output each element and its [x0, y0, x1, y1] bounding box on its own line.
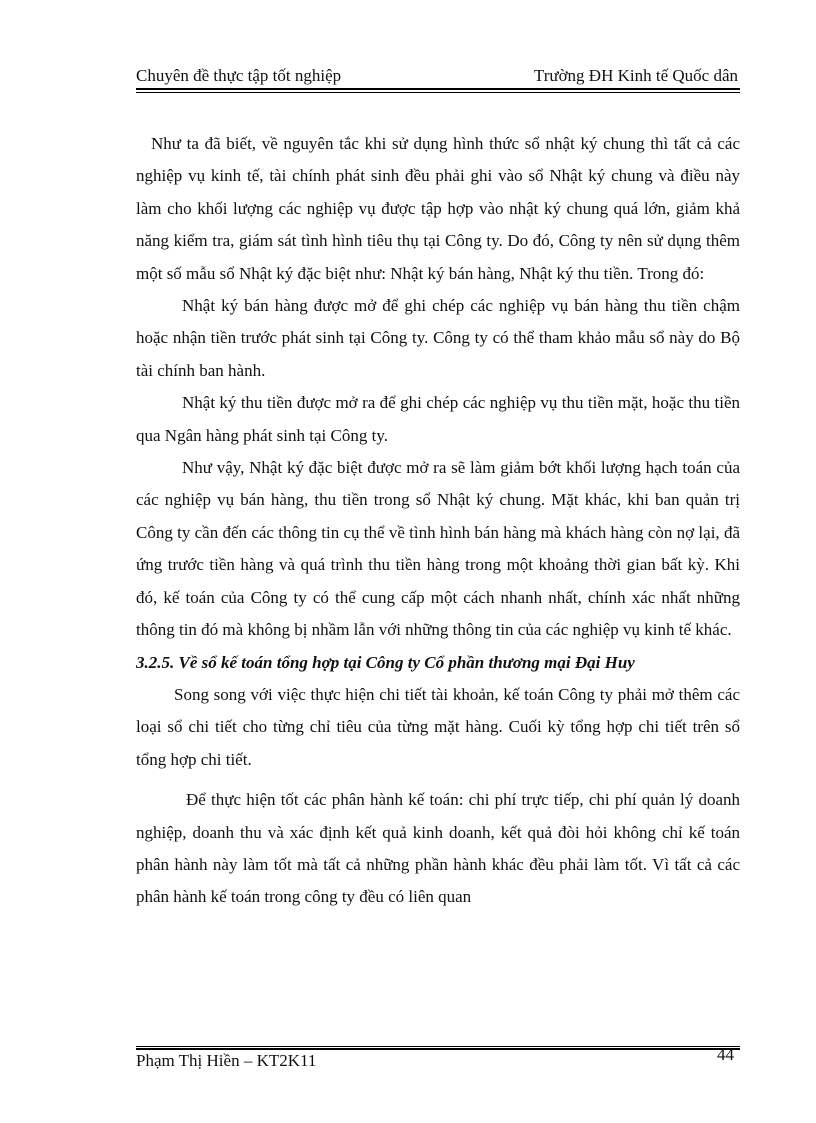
- page-footer: [136, 1045, 740, 1075]
- header-rule-thin: [136, 92, 740, 93]
- paragraph-sales-journal: Nhật ký bán hàng được mở để ghi chép các nghiệp vụ bán hàng thu tiền chậm hoặc nhận tiền trước phát sinh tại Công ty. Công ty có thể tham khảo mẫu sổ này do Bộ tài chính ban hành.: [136, 296, 740, 380]
- page-header: [136, 64, 740, 88]
- page-number: 44: [717, 1045, 734, 1064]
- footer-rule-thick: [136, 1048, 740, 1050]
- footer-rule-thin: [136, 1046, 740, 1047]
- paragraph-accounting-divisions: Để thực hiện tốt các phân hành kế toán: chi phí trực tiếp, chi phí quản lý doanh nghiệp, doanh thu và xác định kết quả kinh doanh, kết quả đòi hỏi không chỉ kế toán phân hành này làm tốt mà tất cả những phần hành khác đều phải làm tốt. Vì tất cả các phân hành kế toán trong công ty đều có liên quan: [136, 790, 740, 907]
- section-heading: 3.2.5. Về sổ kế toán tổng hợp tại Công ty Cổ phần thương mại Đại Huy: [136, 652, 635, 672]
- paragraph-special-journal-benefits: Như vậy, Nhật ký đặc biệt được mở ra sẽ làm giảm bớt khối lượng hạch toán của các nghiệp vụ bán hàng, thu tiền trong sổ Nhật ký chung. Mặt khác, khi ban quản trị Công ty cần đến các thông tin cụ thể về tình hình bán hàng mà khách hàng còn nợ lại, đã ứng trước tiền hàng và quá trình thu tiền hàng trong một khoảng thời gian bất kỳ. Khi đó, kế toán của Công ty có thể cung cấp một cách nhanh nhất, chính xác nhất những thông tin đó mà không bị nhầm lẫn với những thông tin của các nghiệp vụ kinh tế khác.: [136, 458, 740, 640]
- header-rule-thick: [136, 88, 740, 90]
- footer-author: Phạm Thị Hiền – KT2K11: [136, 1051, 317, 1070]
- paragraph-general-journal: Như ta đã biết, về nguyên tắc khi sử dụng hình thức sổ nhật ký chung thì tất cả các nghiệp vụ kinh tế, tài chính phát sinh đều phải ghi vào sổ Nhật ký chung và điều này làm cho khối lượng các nghiệp vụ được tập hợp vào nhật ký chung quá lớn, giảm khả năng kiểm tra, giám sát tình hình tiêu thụ tại Công ty. Do đó, Công ty nên sử dụng thêm một số mẫu sổ Nhật ký đặc biệt như: Nhật ký bán hàng, Nhật ký thu tiền. Trong đó:: [136, 134, 740, 283]
- page-body: [136, 128, 740, 914]
- paragraph-detail-ledgers: Song song với việc thực hiện chi tiết tài khoản, kế toán Công ty phải mở thêm các loại sổ chi tiết cho từng chỉ tiêu của từng mặt hàng. Cuối kỳ tổng hợp chi tiết trên sổ tổng hợp chi tiết.: [136, 684, 740, 769]
- header-university-name: Trường ĐH Kinh tế Quốc dân: [533, 66, 738, 85]
- paragraph-cash-journal: Nhật ký thu tiền được mở ra để ghi chép các nghiệp vụ thu tiền mặt, hoặc thu tiền qua Ngân hàng phát sinh tại Công ty.: [136, 393, 740, 445]
- header-document-title: Chuyên đề thực tập tốt nghiệp: [136, 66, 342, 85]
